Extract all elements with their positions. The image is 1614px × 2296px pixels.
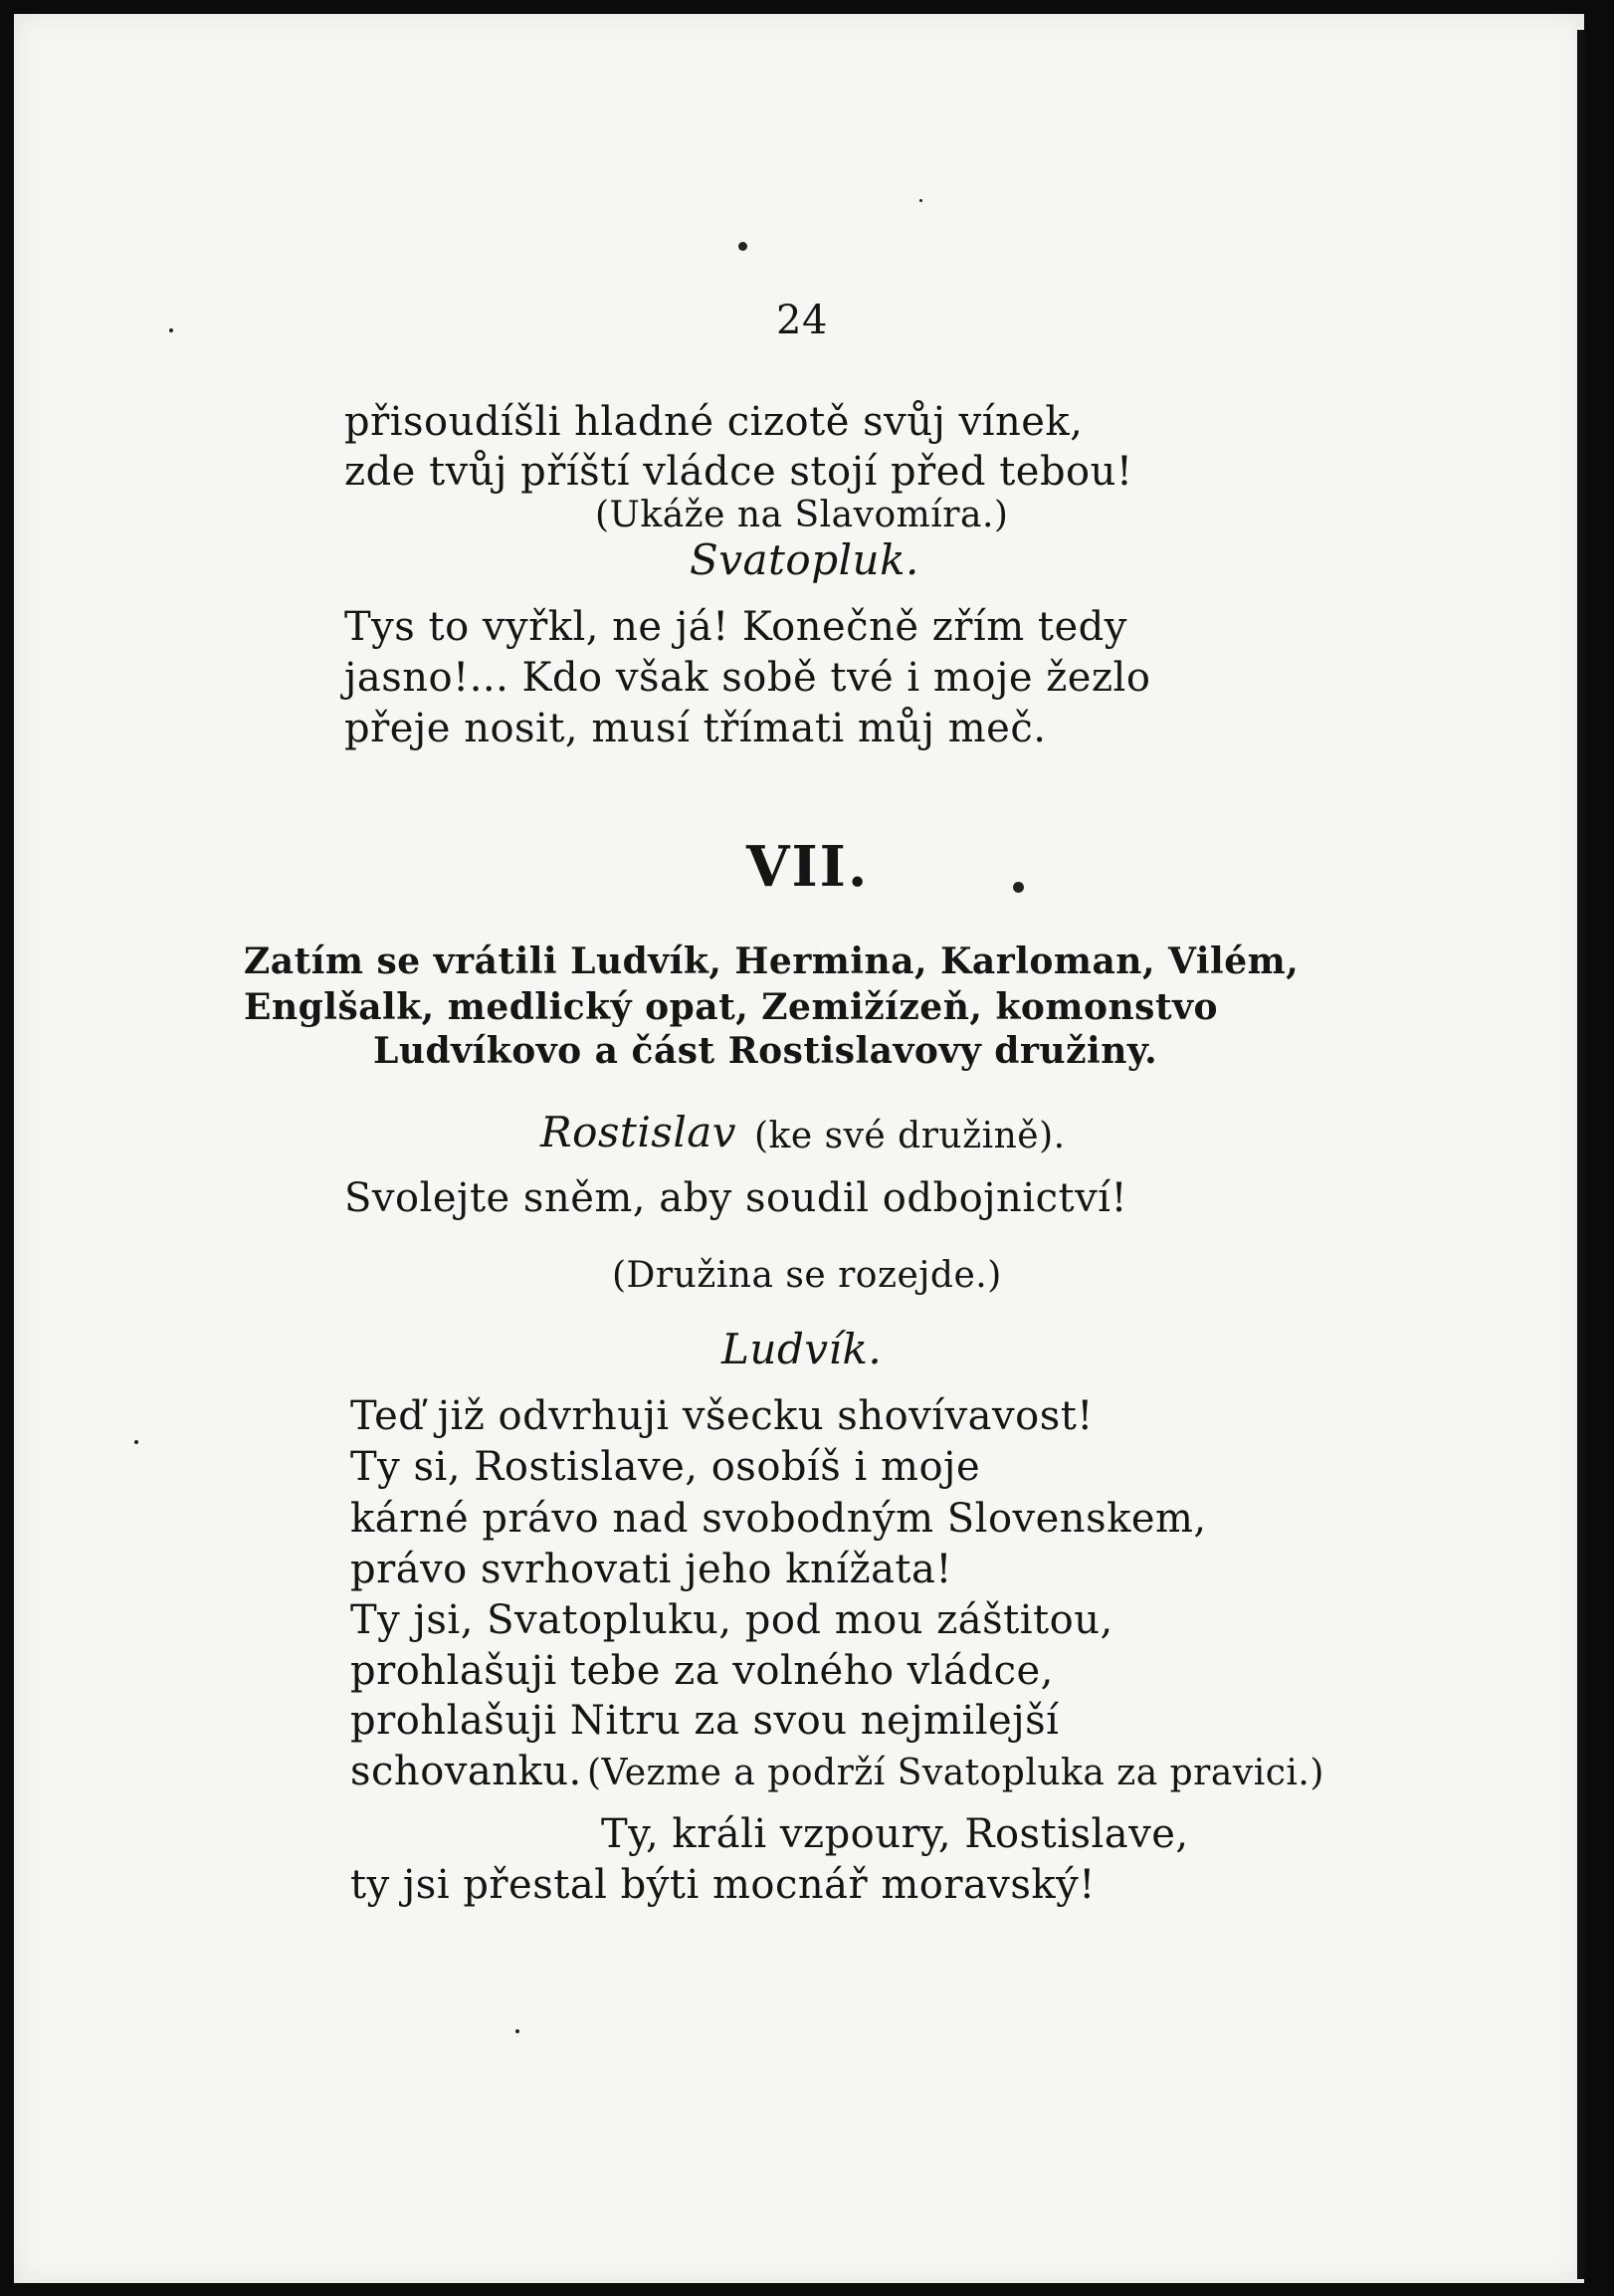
scan-speck xyxy=(738,242,747,251)
stage-direction: (Ukáže na Slavomíra.) xyxy=(595,495,1009,535)
verse-line: Teď již odvrhuji všecku shovívavost! xyxy=(350,1393,1094,1439)
verse-line: schovanku. xyxy=(350,1749,582,1794)
scan-speck xyxy=(134,1440,138,1444)
page-number: 24 xyxy=(776,298,828,343)
scan-speck xyxy=(1013,882,1024,893)
verse-line: Tys to vyřkl, ne já! Konečně zřím tedy xyxy=(344,604,1127,650)
verse-line: jasno!... Kdo však sobě tvé i moje žezlo xyxy=(344,655,1151,701)
stage-direction: Zatím se vrátili Ludvík, Hermina, Karloman, Vilém, xyxy=(244,940,1300,982)
stage-direction: (ke své družině). xyxy=(754,1116,1066,1156)
stage-direction: Englšalk, medlický opat, Zemižízeň, komonstvo xyxy=(244,986,1218,1028)
stage-direction: (Družina se rozejde.) xyxy=(612,1255,1002,1296)
verse-line: právo svrhovati jeho knížata! xyxy=(350,1547,952,1592)
verse-line: kárné právo nad svobodným Slovenskem, xyxy=(350,1496,1207,1542)
stage-direction: Ludvíkovo a část Rostislavovy družiny. xyxy=(373,1030,1158,1072)
scene-heading: VII. xyxy=(746,834,870,900)
verse-line: Ty jsi, Svatopluku, pod mou záštitou, xyxy=(350,1597,1113,1643)
speaker-name: Svatopluk. xyxy=(690,535,919,584)
speaker-name: Rostislav xyxy=(540,1108,737,1156)
verse-line: Ty, králi vzpoury, Rostislave, xyxy=(601,1811,1189,1857)
verse-line: Ty si, Rostislave, osobíš i moje xyxy=(350,1444,981,1490)
stage-direction: (Vezme a podrží Svatopluka za pravici.) xyxy=(587,1753,1324,1793)
verse-line: ty jsi přestal býti mocnář moravský! xyxy=(350,1862,1096,1908)
page-edge-shadow xyxy=(1577,30,1585,2279)
speaker-name: Ludvík. xyxy=(721,1325,883,1373)
verse-line: přeje nosit, musí třímati můj meč. xyxy=(344,706,1047,751)
verse-line: Svolejte sněm, aby soudil odbojnictví! xyxy=(344,1175,1128,1221)
verse-line: prohlašuji Nitru za svou nejmilejší xyxy=(350,1698,1060,1744)
verse-line: přisoudíšli hladné cizotě svůj vínek, xyxy=(344,399,1084,445)
verse-line: zde tvůj příští vládce stojí před tebou! xyxy=(344,449,1133,495)
verse-line: prohlašuji tebe za volného vládce, xyxy=(350,1648,1054,1694)
scan-speck xyxy=(169,328,173,332)
scan-speck xyxy=(515,2029,519,2033)
scan-speck xyxy=(919,199,922,202)
